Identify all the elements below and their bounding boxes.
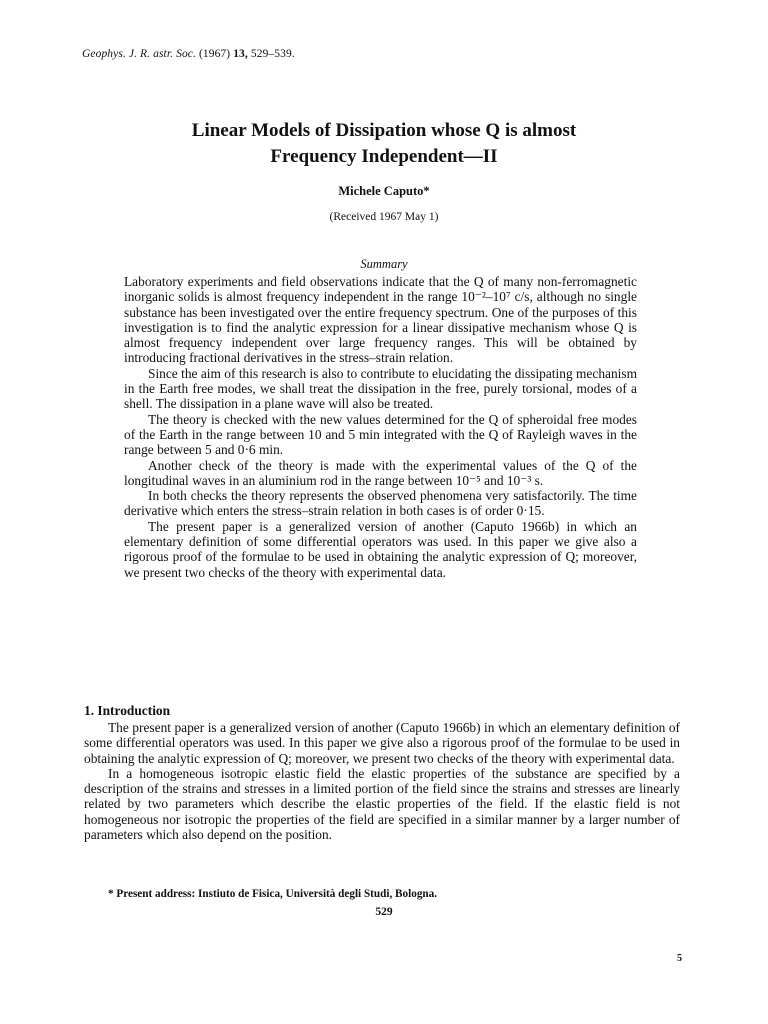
title-line-2: Frequency Independent—II [270,146,498,167]
journal-citation [82,48,295,60]
summary-body [124,274,637,580]
author-name: Michele Caputo* [338,184,430,198]
footnote: * Present address: Instiuto de Fisica, Università degli Studi, Bologna. [108,888,438,900]
page-number: 529 [375,906,393,918]
summary-paragraph: Since the aim of this research is also to contribute to elucidating the dissipating mechanism in the Earth free modes, we shall treat the dissipation in the free, purely torsional, modes of a shell. The dissipation in a plane wave will also be treated. [124,365,637,412]
journal-volume: 13, [233,48,248,60]
journal-pages: 529–539. [250,48,295,60]
introduction-paragraph: In a homogeneous isotropic elastic field the elastic properties of the substance are specified by a description of the strains and stresses in a limited portion of the field since the strains and stresses are linearly related by two parameters which describe the elastic properties of the field. If the elastic field is not homogeneous nor isotropic the properties of the field are specified in a similar manner by a larger number of parameters which also depend on the position. [84,765,680,843]
corner-page-mark: 5 [677,953,682,964]
journal-name: Geophys. J. R. astr. Soc. [82,48,196,60]
title-line-1: Linear Models of Dissipation whose Q is almost [191,120,577,141]
introduction-body [84,720,680,842]
section-heading-introduction: 1. Introduction [84,703,171,718]
summary-paragraph: Laboratory experiments and field observations indicate that the Q of many non-ferromagnetic inorganic solids is almost frequency independent in the range 10⁻²–10⁷ c/s, although no single substance has been investigated over the entire frequency spectrum. One of the purposes of this investigation is to find the analytic expression for a linear dissipative mechanism whose Q is almost frequency independent over large frequency ranges. This will be obtained by introducing fractional derivatives in the stress–strain relation. [124,274,637,366]
summary-paragraph: The present paper is a generalized version of another (Caputo 1966b) in which an elementary definition of some differential operators was used. In this paper we give also a rigorous proof of the formulae to be used in obtaining the analytic expression of Q; moreover, we present two checks of the theory with experimental data. [124,518,637,580]
journal-year: (1967) [198,48,231,60]
summary-paragraph: In both checks the theory represents the observed phenomena very satisfactorily. The time derivative which enters the stress–strain relation in both cases is of order 0·15. [124,488,637,519]
summary-paragraph: The theory is checked with the new values determined for the Q of spheroidal free modes of the Earth in the range between 10 and 5 min integrated with the Q of Rayleigh waves in the range between 5 and 0·6 min. [124,411,637,458]
summary-paragraph: Another check of the theory is made with the experimental values of the Q of the longitudinal waves in an aluminium rod in the range between 10⁻⁵ and 10⁻³ s. [124,457,637,488]
paper-title [82,118,686,170]
received-date: (Received 1967 May 1) [329,211,439,223]
summary-heading: Summary [360,257,408,271]
introduction-paragraph: The present paper is a generalized version of another (Caputo 1966b) in which an elementary definition of some differential operators was used. In this paper we give also a rigorous proof of the formulae to be used in obtaining the analytic expression of Q; moreover, we present two checks of the theory with experimental data. [84,720,680,766]
